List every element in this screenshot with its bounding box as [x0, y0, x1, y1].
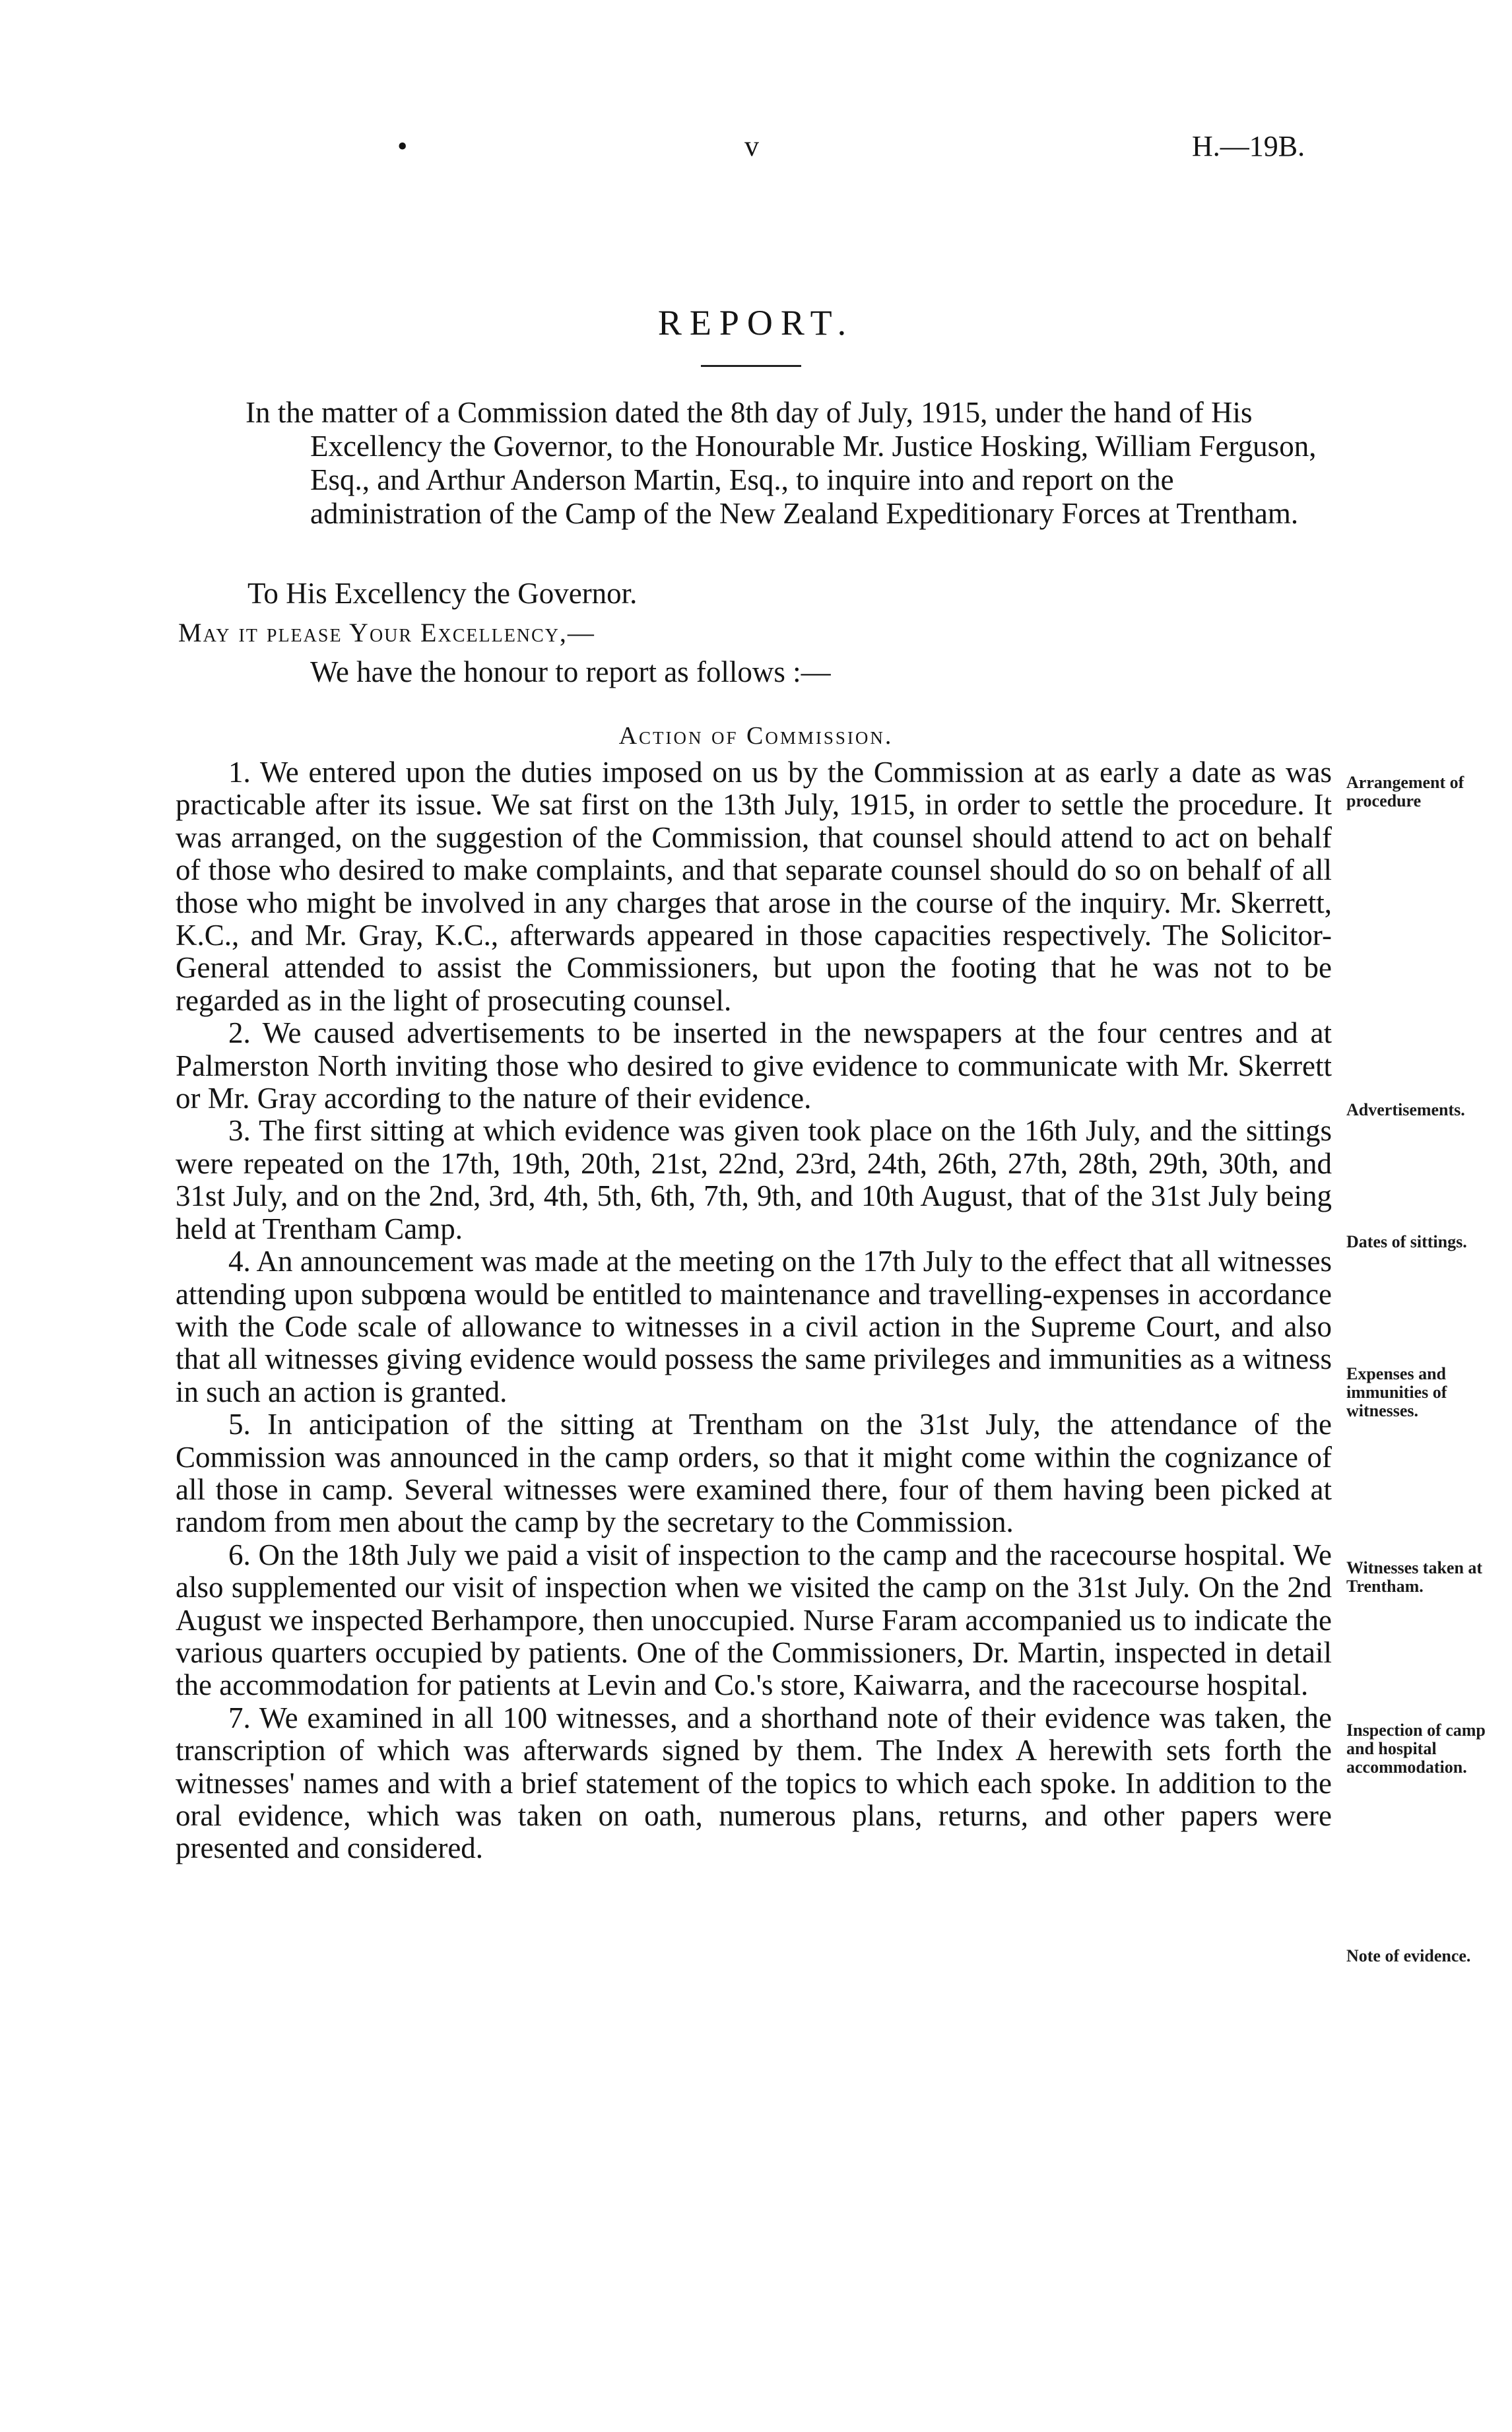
title-rule: [701, 365, 801, 367]
paragraph-1: 1. We entered upon the duties imposed on us by the Commission at as early a date as was practicable after its issue. We sat first on the 13th July, 1915, in order to settle the procedure. It was arranged, on the suggestion of the Commission, that counsel should attend to act on behalf of those who desired to make complaints, and that separate counsel should do so on behalf of all those who might be involved in any charges that arose in the course of the inquiry. Mr. Skerrett, K.C., and Mr. Gray, K.C., afterwards appeared in those capacities respectively. The Solicitor-General attended to assist the Commissioners, but upon the footing that he was not to be regarded as in the light of prosecuting counsel.: [176, 756, 1332, 1017]
commission-matter: In the matter of a Commission dated the 8th day of July, 1915, under the hand of His Excellency the Governor, to the Honourable Mr. Justice Hosking, William Ferguson, Esq., and Arthur Anderson Martin, Esq., to inquire into and report on the administration of the Camp of the New Zealand Expeditionary Forces at Trentham.: [246, 396, 1317, 530]
paragraph-7: 7. We examined in all 100 witnesses, and a shorthand note of their evidence was taken, the transcription of which was afterwards signed by them. The Index A herewith sets forth the witnesses' names and with a brief statement of the topics to which each spoke. In addition to the oral evidence, which was taken on oath, numerous plans, returns, and other papers were presented and considered.: [176, 1701, 1332, 1865]
side-note-evidence: Note of evidence.: [1346, 1946, 1471, 1965]
side-note-dates: Dates of sittings.: [1346, 1232, 1467, 1251]
section-heading: Action of Commission.: [618, 722, 894, 750]
side-note-advertisements: Advertisements.: [1346, 1100, 1465, 1119]
paragraph-2: 2. We caused advertisements to be inserted in the newspapers at the four centres and at Palmerston North inviting those who desired to give evidence to communicate with Mr. Skerrett or Mr. Gray according to the nature of their evidence.: [176, 1016, 1332, 1115]
side-note-inspection: Inspection of camp and hospital accommodation.: [1346, 1721, 1486, 1777]
report-body: [176, 756, 1332, 1865]
paragraph-4: 4. An announcement was made at the meeting on the 17th July to the effect that all witnesses attending upon subpœna would be entitled to maintenance and travelling-expenses in accordance with the Code scale of allowance to witnesses in a civil action in the Supreme Court, and also that all witnesses giving evidence would possess the same privileges and immunities as a witness in such an action is granted.: [176, 1245, 1332, 1408]
paragraph-3: 3. The first sitting at which evidence was given took place on the 16th July, and the sittings were repeated on the 17th, 19th, 20th, 21st, 22nd, 23rd, 24th, 26th, 27th, 28th, 29th, 30th, and 31st July, and on the 2nd, 3rd, 4th, 5th, 6th, 7th, 9th, and 10th August, that of the 31st July being held at Trentham Camp.: [176, 1114, 1332, 1245]
intro-line: We have the honour to report as follows :—: [310, 655, 831, 688]
report-title: REPORT.: [657, 303, 855, 343]
page-number: v: [744, 130, 759, 162]
paragraph-5: 5. In anticipation of the sitting at Trentham on the 31st July, the attendance of the Commission was announced in the camp orders, so that it might come within the cognizance of all those in camp. Several witnesses were examined there, four of them having been picked at random from men about the camp by the secretary to the Commission.: [176, 1408, 1332, 1539]
side-note-expenses: Expenses and immunities of witnesses.: [1346, 1364, 1447, 1420]
side-note-arrangement: Arrangement of procedure: [1346, 773, 1464, 810]
address-line: To His Excellency the Governor.: [247, 577, 638, 610]
side-note-witnesses: Witnesses taken at Trentham.: [1346, 1558, 1483, 1596]
salutation: May it please Your Excellency,—: [178, 618, 595, 647]
document-reference: H.—19B.: [1192, 130, 1305, 162]
header-mark: •: [397, 130, 408, 162]
paragraph-6: 6. On the 18th July we paid a visit of inspection to the camp and the racecourse hospital. We also supplemented our visit of inspection when we visited the camp on the 31st July. On the 2nd August we inspected Berhampore, then unoccupied. Nurse Faram accompanied us to indicate the various quarters occupied by patients. One of the Commissioners, Dr. Martin, inspected in detail the accommodation for patients at Levin and Co.'s store, Kaiwarra, and the racecourse hospital.: [176, 1538, 1332, 1702]
